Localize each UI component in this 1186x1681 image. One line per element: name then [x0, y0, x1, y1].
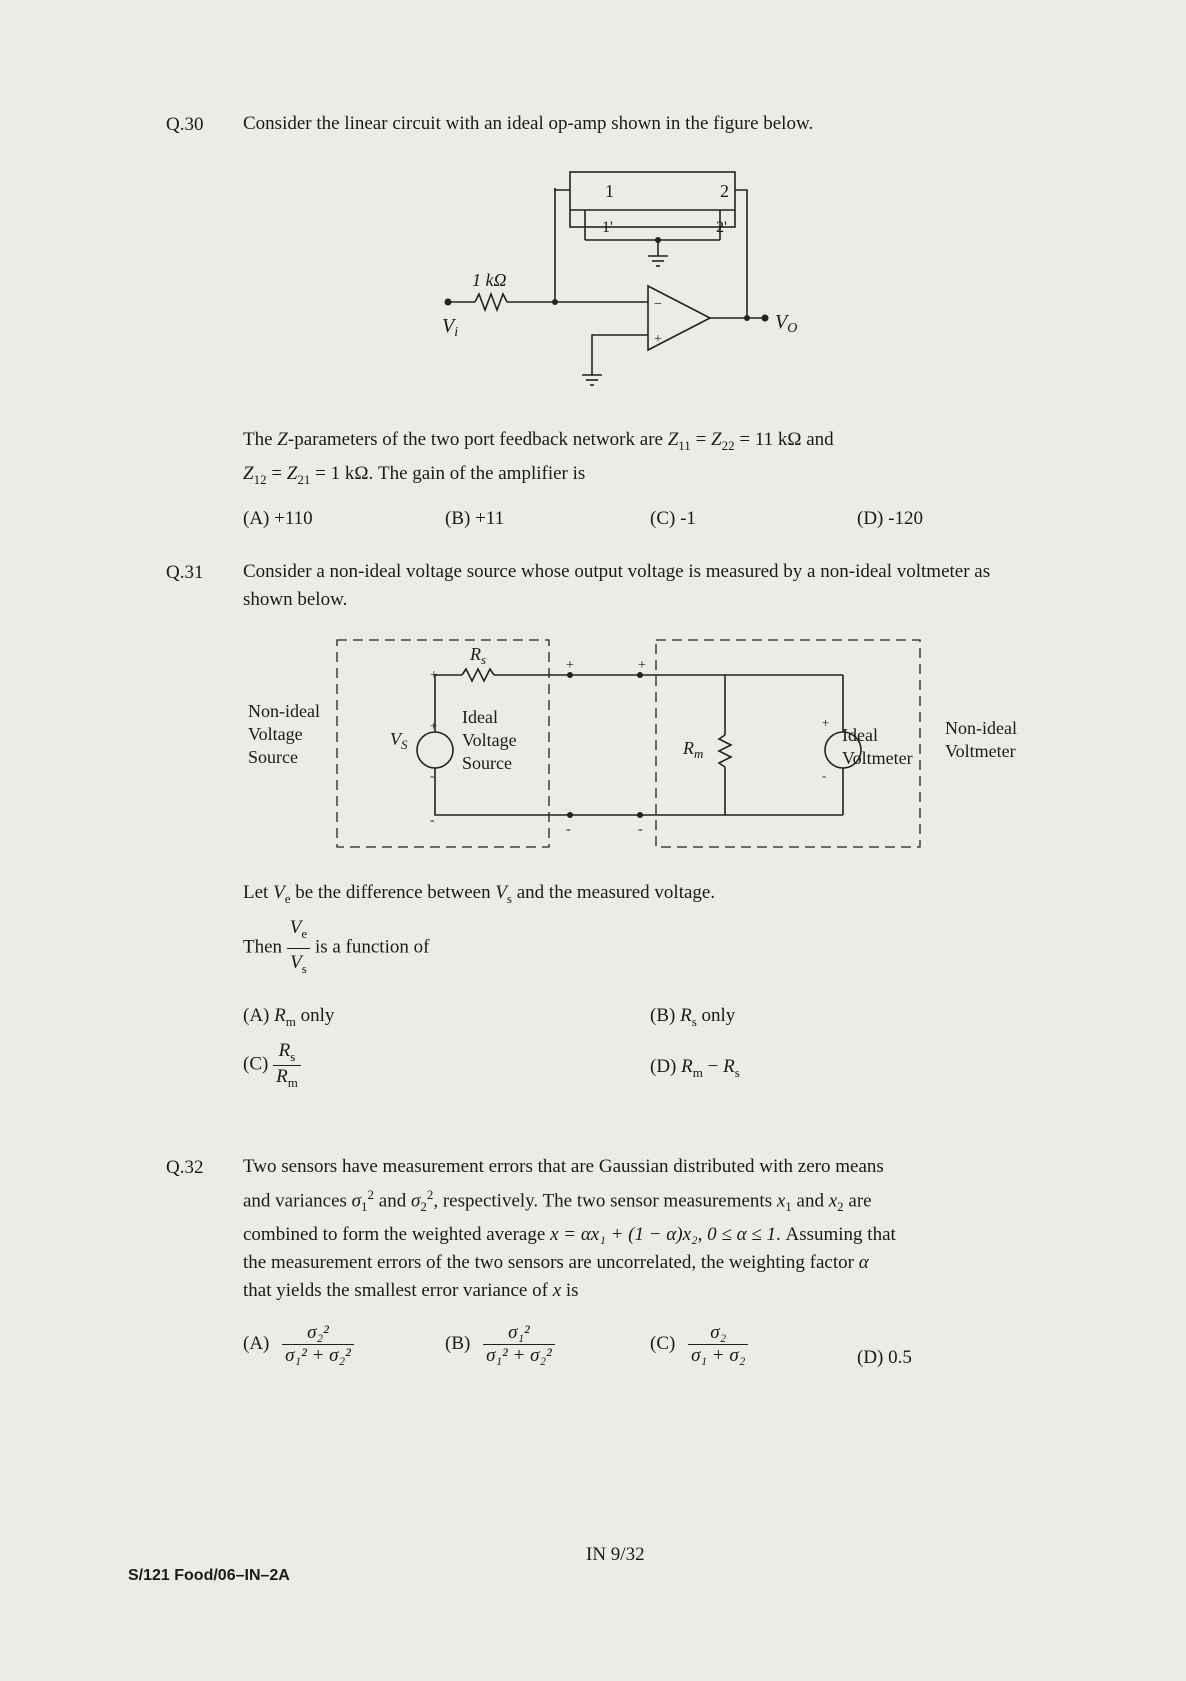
ideal-source-label-2: Voltage — [462, 730, 517, 750]
rm-label: $R_m$ — [683, 738, 704, 761]
non-ideal-voltmeter-label-2: Voltmeter — [945, 741, 1016, 761]
page-number: IN 9/32 — [586, 1544, 645, 1565]
q30-option-d[interactable]: (D) -120 — [857, 508, 923, 529]
question-number-32: Q.32 — [166, 1157, 204, 1178]
svg-text:-: - — [430, 813, 435, 828]
non-ideal-source-label-1: Non-ideal — [248, 701, 320, 721]
port-2-label: 2 — [720, 181, 729, 201]
ideal-source-label-3: Source — [462, 753, 512, 773]
ideal-source-label-1: Ideal — [462, 707, 498, 727]
question-number-30: Q.30 — [166, 114, 204, 135]
question-30-text: Consider the linear circuit with an ideal op-amp shown in the figure below. — [243, 113, 814, 134]
noninverting-input-sign: + — [654, 332, 662, 347]
q32-option-c[interactable]: (C) $\frac{\text{σ₂}}{\text{σ₁ + σ₂}}$ — [650, 1322, 748, 1367]
non-ideal-voltmeter-label-1: Non-ideal — [945, 718, 1017, 738]
q31-option-c[interactable]: (C) $\frac{R_s}{R_m}$ — [243, 1040, 301, 1091]
q32-option-a[interactable]: (A) $\frac{\text{σ₂²}}{\text{σ₁² + σ₂²}}$ — [243, 1322, 354, 1367]
question-31-text: Consider a non-ideal voltage source whose output voltage is measured by a non-ideal voltmeter as shown below. — [243, 561, 991, 610]
port-1-label: 1 — [605, 181, 614, 201]
ideal-voltmeter-label-1: Ideal — [842, 725, 878, 745]
svg-text:-: - — [822, 768, 827, 783]
q31-option-b[interactable]: (B) $R_s$ only — [650, 1005, 736, 1029]
svg-text:-: - — [566, 822, 571, 837]
svg-text:+: + — [638, 658, 646, 673]
rs-label: $R_s$ — [470, 644, 487, 667]
vin-terminal — [445, 299, 452, 306]
port-2-prime-label: 2' — [716, 219, 727, 236]
port-1-prime-label: 1' — [602, 219, 613, 236]
q30-option-b[interactable]: (B) +11 — [445, 508, 505, 529]
document-code: S/121 Food/06–IN–2A — [128, 1567, 290, 1584]
vout-label: $V_O$ — [775, 311, 798, 336]
question-30-body: The Z-parameters of the two port feedback network are $Z_{11} = Z_{22} = 11$ kΩ and $Z_{12} = Z_{21} = 1$ kΩ. The gain of the amplifier is — [243, 429, 834, 487]
ideal-voltmeter-label-2: Voltmeter — [842, 748, 913, 768]
op-amp-circuit-figure — [420, 170, 800, 410]
non-ideal-voltmeter-boundary — [656, 640, 920, 847]
vs-label: $V_S$ — [390, 729, 408, 752]
q31-option-d[interactable]: (D) $R_m - R_s$ — [650, 1056, 740, 1080]
resistor-label: 1 kΩ — [472, 270, 507, 290]
question-31-let-line: Let $V_e$ be the difference between $V_s$ and the measured voltage. — [243, 882, 716, 906]
q32-option-b[interactable]: (B) $\frac{\text{σ₁²}}{\text{σ₁² + σ₂²}}$ — [445, 1322, 555, 1367]
svg-text:-: - — [430, 768, 435, 783]
question-32-text: Two sensors have measurement errors that are Gaussian distributed with zero means and variances $\sigma_1^2$ and $\sigma_2^2$, respectively. The two sensor measurements $x_1$ and $x_2$ are combined to form the weighted average x = αx₁ + (1 − α)x₂, 0 ≤ α ≤ 1. Assuming that the measurement errors of the two sensors are uncorrelated, the weighting factor α that yields the smallest error variance of x is — [243, 1156, 896, 1302]
svg-text:+: + — [430, 668, 438, 683]
vin-label: $V_i$ — [442, 315, 459, 340]
ideal-voltage-source-icon — [417, 732, 453, 768]
question-number-31: Q.31 — [166, 562, 204, 583]
q31-option-a[interactable]: (A) $R_m$ only — [243, 1005, 335, 1029]
question-31-then-line: Then $\frac{V_e}{V_s}$ is a function of — [243, 914, 429, 983]
q30-option-c[interactable]: (C) -1 — [650, 508, 696, 529]
svg-text:-: - — [638, 822, 643, 837]
q32-option-d[interactable]: (D) 0.5 — [857, 1347, 912, 1368]
inverting-input-sign: − — [654, 297, 662, 312]
svg-text:+: + — [566, 658, 574, 673]
svg-text:+: + — [430, 718, 438, 733]
two-port-box — [570, 172, 735, 227]
vout-terminal — [762, 315, 769, 322]
non-ideal-source-label-3: Source — [248, 747, 298, 767]
voltage-source-voltmeter-figure — [240, 630, 1040, 860]
non-ideal-source-label-2: Voltage — [248, 724, 303, 744]
svg-text:+: + — [822, 715, 830, 730]
q30-option-a[interactable]: (A) +110 — [243, 508, 313, 529]
